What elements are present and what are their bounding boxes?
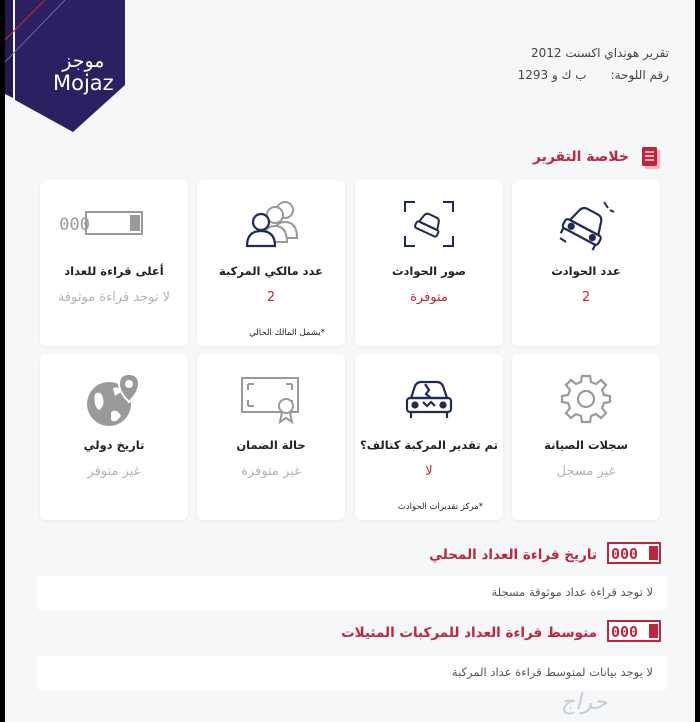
card-value: غير مسجل bbox=[556, 464, 616, 479]
globe-pin-icon bbox=[85, 372, 143, 430]
card-value: لا bbox=[425, 464, 433, 479]
card-label: حالة الضمان bbox=[236, 438, 306, 452]
card-value: غير متوفر bbox=[87, 464, 141, 479]
odometer-icon bbox=[59, 198, 144, 250]
card-maintenance-records bbox=[512, 354, 660, 520]
plate-label: رقم اللوحة: bbox=[610, 68, 669, 82]
card-owners-count bbox=[197, 180, 345, 346]
report-header bbox=[518, 46, 669, 90]
odometer-history-panel bbox=[37, 576, 667, 610]
report-page bbox=[5, 0, 695, 722]
odometer-badge-icon bbox=[607, 542, 661, 564]
card-label: تاريخ دولي bbox=[83, 438, 145, 452]
card-warranty-status bbox=[197, 354, 345, 520]
certificate-icon bbox=[240, 372, 302, 424]
odometer-badge-digits: 000 bbox=[611, 623, 639, 641]
card-value: 2 bbox=[266, 290, 276, 305]
card-total-loss bbox=[355, 354, 503, 520]
card-value: متوفرة bbox=[410, 290, 448, 305]
card-value: لا توجد قراءة موثوقة bbox=[57, 290, 171, 305]
car-crash-icon bbox=[558, 198, 614, 250]
odometer-history-title: تاريخ قراءة العداد المحلي bbox=[429, 547, 597, 563]
plate-value: ب ك و 1293 bbox=[517, 68, 587, 82]
odometer-badge-icon bbox=[607, 620, 661, 642]
card-highest-odometer bbox=[40, 180, 188, 346]
logo-english-text: Mojaz bbox=[53, 70, 114, 95]
damaged-car-icon bbox=[401, 372, 457, 424]
card-label: سجلات الصيانة bbox=[544, 438, 628, 452]
card-label: عدد مالكي المركبة bbox=[219, 264, 323, 278]
summary-title: خلاصة التقرير bbox=[532, 149, 629, 165]
logo-arabic-text: موجز bbox=[62, 50, 105, 72]
document-icon bbox=[641, 146, 661, 170]
card-label: أعلى قراءة للعداد bbox=[64, 264, 164, 278]
card-accidents-count bbox=[512, 180, 660, 346]
similar-average-title: متوسط قراءة العداد للمركبات المثيلات bbox=[341, 625, 597, 641]
gear-icon bbox=[560, 372, 612, 424]
odometer-badge-digits: 000 bbox=[611, 545, 639, 563]
mojaz-logo bbox=[5, 0, 135, 135]
card-value: غير متوفرة bbox=[241, 464, 301, 479]
accident-photo-icon bbox=[401, 198, 457, 250]
card-label: تم تقدير المركبة كتالف؟ bbox=[360, 438, 498, 452]
similar-average-panel bbox=[37, 656, 667, 690]
odometer-history-empty: لا توجد قراءة عداد موثوقة مسجلة bbox=[491, 585, 653, 599]
watermark: حراج bbox=[561, 690, 608, 715]
card-note: *مركز تقديرات الحوادث bbox=[397, 502, 483, 512]
card-note: *يشمل المالك الحالي bbox=[249, 328, 325, 338]
similar-average-empty: لا يوجد بيانات لمتوسط قراءة عداد المركبة bbox=[451, 665, 653, 679]
svg-text:000: 000 bbox=[59, 215, 90, 235]
card-accident-photos bbox=[355, 180, 503, 346]
card-international-history bbox=[40, 354, 188, 520]
report-title: تقرير هونداي اكسنت 2012 bbox=[530, 46, 669, 60]
card-value: 2 bbox=[581, 290, 591, 305]
card-label: عدد الحوادث bbox=[551, 264, 621, 278]
card-label: صور الحوادث bbox=[391, 264, 467, 278]
owners-icon bbox=[239, 198, 303, 250]
